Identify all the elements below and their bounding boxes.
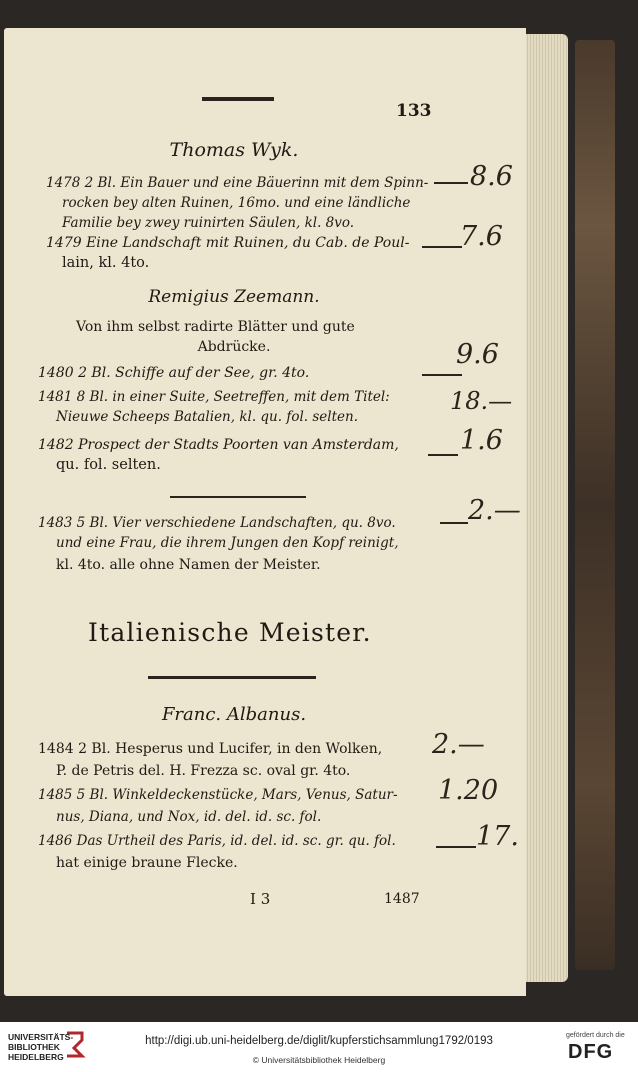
library-name-line3: HEIDELBERG	[8, 1052, 64, 1062]
price-1483: 2.—	[468, 495, 521, 526]
funding-note: gefördert durch die	[566, 1032, 625, 1039]
lot-1484-line2: P. de Petris del. H. Frezza sc. oval gr. 4to.	[56, 763, 351, 779]
page-edges	[522, 34, 568, 982]
copyright-notice: © Universitätsbibliothek Heidelberg	[252, 1055, 386, 1065]
price-1480: 9.6	[456, 339, 499, 370]
lot-1482-line2: qu. fol. selten.	[56, 457, 161, 473]
lot-1481-line1: 1481 8 Bl. in einer Suite, Seetreffen, mit dem Titel:	[38, 389, 390, 405]
artist-heading: Remigius Zeemann.	[148, 287, 320, 307]
lot-1485-line2: nus, Diana, und Nox, id. del. id. sc. fol.	[56, 809, 322, 825]
price-1481: 18.—	[450, 387, 513, 415]
price-1482: 1.6	[460, 425, 503, 456]
book-page	[4, 28, 526, 996]
catchword: 1487	[384, 891, 420, 907]
permalink-url[interactable]: http://digi.ub.uni-heidelberg.de/diglit/kupferstichsammlung1792/0193	[145, 1035, 493, 1047]
price-line	[428, 454, 458, 456]
lot-1478-line3: Familie bey zwey ruinirten Säulen, kl. 8vo.	[62, 215, 355, 231]
lot-1479-line2: lain, kl. 4to.	[62, 255, 150, 271]
book-cover-edge	[575, 40, 615, 970]
price-line	[434, 182, 468, 184]
lot-1483-line3: kl. 4to. alle ohne Namen der Meister.	[56, 557, 321, 573]
library-name-line1: UNIVERSITÄTS-	[8, 1032, 74, 1042]
lot-1478-line1: 1478 2 Bl. Ein Bauer und eine Bäuerinn mit dem Spinn-	[46, 175, 429, 191]
lot-1481-line2: Nieuwe Scheeps Batalien, kl. qu. fol. selten.	[56, 409, 358, 425]
lot-1485-line1: 1485 5 Bl. Winkeldeckenstücke, Mars, Venus, Satur-	[38, 787, 398, 803]
price-line	[440, 522, 468, 524]
price-1485: 1.20	[438, 775, 499, 806]
dfg-logo: DFG	[568, 1041, 614, 1063]
section-heading: Italienische Meister.	[88, 618, 372, 647]
header-ornament	[202, 97, 274, 101]
lot-1482-line1: 1482 Prospect der Stadts Poorten van Amsterdam,	[38, 437, 399, 453]
lot-1480-line1: 1480 2 Bl. Schiffe auf der See, gr. 4to.	[38, 365, 310, 381]
price-1486: 17.	[476, 821, 519, 852]
price-line	[422, 246, 462, 248]
artist-heading: Thomas Wyk.	[169, 139, 299, 161]
lot-1486-line1: 1486 Das Urtheil des Paris, id. del. id. sc. gr. qu. fol.	[38, 833, 396, 849]
price-line	[422, 374, 462, 376]
lot-1486-line2: hat einige braune Flecke.	[56, 855, 238, 871]
lot-1483-line1: 1483 5 Bl. Vier verschiedene Landschaften, qu. 8vo.	[38, 515, 396, 531]
price-line	[436, 846, 476, 848]
price-1479: 7.6	[460, 221, 503, 252]
lot-1479-line1: 1479 Eine Landschaft mit Ruinen, du Cab. de Poul-	[46, 235, 410, 251]
artist-heading: Franc. Albanus.	[161, 704, 307, 725]
lot-1478-line2: rocken bey alten Ruinen, 16mo. und eine ländliche	[62, 195, 411, 211]
lot-1483-line2: und eine Frau, die ihrem Jungen den Kopf reinigt,	[56, 535, 399, 551]
section-divider	[148, 676, 316, 679]
lot-1484-line1: 1484 2 Bl. Hesperus und Lucifer, in den Wolken,	[38, 741, 383, 757]
section-divider	[170, 496, 306, 498]
artist-note-line1: Von ihm selbst radirte Blätter und gute	[76, 319, 355, 335]
price-1484: 2.—	[432, 729, 485, 760]
page-number: 133	[396, 101, 432, 121]
signature-mark: I 3	[250, 890, 271, 908]
artist-note-line2: Abdrücke.	[197, 339, 271, 355]
price-1478: 8.6	[470, 161, 513, 192]
library-name-line2: BIBLIOTHEK	[8, 1042, 60, 1052]
